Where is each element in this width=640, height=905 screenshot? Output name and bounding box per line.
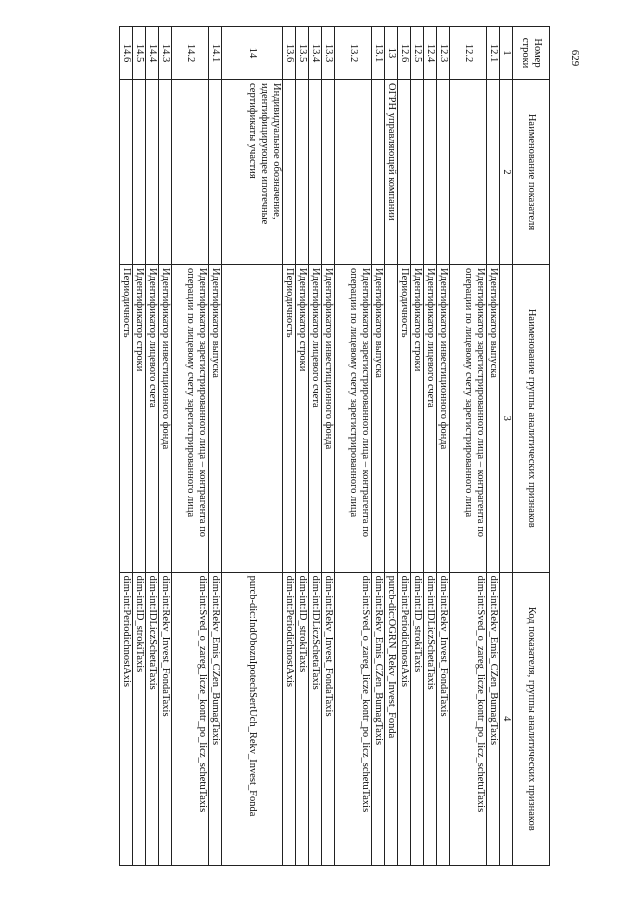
table-row [322,27,335,866]
code-cell: dim-int:IDLiczSchetaTaxis [424,572,437,865]
code-cell: dim-int:PeriodichnostAxis [398,572,411,865]
table-row [450,27,487,866]
row-number-cell: 12.3 [437,27,450,80]
group-name-cell [385,265,398,573]
group-name-cell: Идентификатор инвестиционного фонда [159,265,172,573]
code-cell: dim-int:ID_strokiTaxis [296,572,309,865]
column-number: 2 [500,80,513,265]
indicator-name-cell: Индивидуальное обозначение, идентифицирующее ипотечные сертификаты участия [222,80,283,265]
indicator-name-cell [487,80,500,265]
column-number: 1 [500,27,513,80]
group-name-cell: Идентификатор зарегистрированного лица – контрагента по операции по лицевому счету зарегистрированного лица [335,265,372,573]
row-number-cell: 14.1 [209,27,222,80]
row-number-cell: 13 [385,27,398,80]
header-row [513,27,550,866]
table-row [159,27,172,866]
row-number-cell: 13.1 [372,27,385,80]
group-name-cell: Периодичность [283,265,296,573]
header-row-number: Номер строки [513,27,550,80]
group-name-cell: Идентификатор выпуска [209,265,222,573]
group-name-cell: Идентификатор инвестиционного фонда [322,265,335,573]
row-number-cell: 14.5 [133,27,146,80]
row-number-cell: 13.5 [296,27,309,80]
group-name-cell: Идентификатор выпуска [372,265,385,573]
group-name-cell: Идентификатор зарегистрированного лица – контрагента по операции по лицевому счету зарегистрированного лица [172,265,209,573]
row-number-cell: 12.2 [450,27,487,80]
code-cell: dim-int:Sved_o_zareg_licze_kontr_po_licz_schetuTaxis [335,572,372,865]
indicator-table [119,26,550,866]
code-cell: dim-int:PeriodichnostAxis [283,572,296,865]
column-number-row [500,27,513,866]
indicator-name-cell [335,80,372,265]
group-name-cell: Идентификатор лицевого счета [424,265,437,573]
indicator-name-cell [120,80,133,265]
table-row [398,27,411,866]
header-code: Код показателя, группы аналитических признаков [513,572,550,865]
row-number-cell: 14 [222,27,283,80]
group-name-cell: Идентификатор строки [133,265,146,573]
column-number: 3 [500,265,513,573]
group-name-cell: Периодичность [120,265,133,573]
row-number-cell: 14.6 [120,27,133,80]
code-cell: dim-int:ID_strokiTaxis [133,572,146,865]
indicator-name-cell [450,80,487,265]
table-row [283,27,296,866]
row-number-cell: 13.2 [335,27,372,80]
document-table-container [62,26,550,866]
row-number-cell: 14.4 [146,27,159,80]
table-row [372,27,385,866]
indicator-name-cell [309,80,322,265]
page-number: 629 [569,49,581,67]
header-indicator-name: Наименование показателя [513,80,550,265]
table-row [133,27,146,866]
header-group-name: Наименование группы аналитических признаков [513,265,550,573]
code-cell: dim-int:Rekv_Invest_FondaTaxis [322,572,335,865]
indicator-name-cell [398,80,411,265]
indicator-name-cell [283,80,296,265]
indicator-name-cell [172,80,209,265]
indicator-name-cell [372,80,385,265]
table-row [209,27,222,866]
table-row [385,27,398,866]
row-number-cell: 14.3 [159,27,172,80]
code-cell: purcb-dic:IndOboznIpotechSertUch_Rekv_Invest_Fonda [222,572,283,865]
table-row [120,27,133,866]
group-name-cell: Идентификатор строки [296,265,309,573]
row-number-cell: 13.3 [322,27,335,80]
table-row [172,27,209,866]
group-name-cell: Периодичность [398,265,411,573]
group-name-cell: Идентификатор лицевого счета [146,265,159,573]
row-number-cell: 12.1 [487,27,500,80]
indicator-name-cell: ОГРН управляющей компании [385,80,398,265]
indicator-name-cell [133,80,146,265]
indicator-name-cell [424,80,437,265]
indicator-name-cell [146,80,159,265]
indicator-name-cell [209,80,222,265]
code-cell: purcb-dic:OGRN_Rekv_Invest_Fonda [385,572,398,865]
group-name-cell: Идентификатор выпуска [487,265,500,573]
table-row [146,27,159,866]
group-name-cell: Идентификатор строки [411,265,424,573]
row-number-cell: 12.5 [411,27,424,80]
indicator-name-cell [437,80,450,265]
code-cell: dim-int:Sved_o_zareg_licze_kontr_po_licz_schetuTaxis [450,572,487,865]
indicator-name-cell [159,80,172,265]
group-name-cell: Идентификатор зарегистрированного лица – контрагента по операции по лицевому счету зарегистрированного лица [450,265,487,573]
column-number: 4 [500,572,513,865]
table-row [411,27,424,866]
row-number-cell: 14.2 [172,27,209,80]
row-number-cell: 13.6 [283,27,296,80]
table-row [222,27,283,866]
code-cell: dim-int:ID_strokiTaxis [411,572,424,865]
group-name-cell: Идентификатор лицевого счета [309,265,322,573]
row-number-cell: 13.4 [309,27,322,80]
table-row [296,27,309,866]
group-name-cell: Идентификатор инвестиционного фонда [437,265,450,573]
row-number-cell: 12.6 [398,27,411,80]
indicator-name-cell [411,80,424,265]
table-row [424,27,437,866]
table-row [437,27,450,866]
code-cell: dim-int:IDLiczSchetaTaxis [309,572,322,865]
indicator-name-cell [322,80,335,265]
code-cell: dim-int:Rekv_Invest_FondaTaxis [437,572,450,865]
group-name-cell [222,265,283,573]
code-cell: dim-int:PeriodichnostAxis [120,572,133,865]
code-cell: dim-int:Rekv_Emis_CZen_BumagTaxis [487,572,500,865]
table-row [309,27,322,866]
code-cell: dim-int:Rekv_Emis_CZen_BumagTaxis [209,572,222,865]
code-cell: dim-int:IDLiczSchetaTaxis [146,572,159,865]
row-number-cell: 12.4 [424,27,437,80]
table-row [335,27,372,866]
code-cell: dim-int:Sved_o_zareg_licze_kontr_po_licz_schetuTaxis [172,572,209,865]
code-cell: dim-int:Rekv_Emis_CZen_BumagTaxis [372,572,385,865]
code-cell: dim-int:Rekv_Invest_FondaTaxis [159,572,172,865]
indicator-name-cell [296,80,309,265]
table-row [487,27,500,866]
